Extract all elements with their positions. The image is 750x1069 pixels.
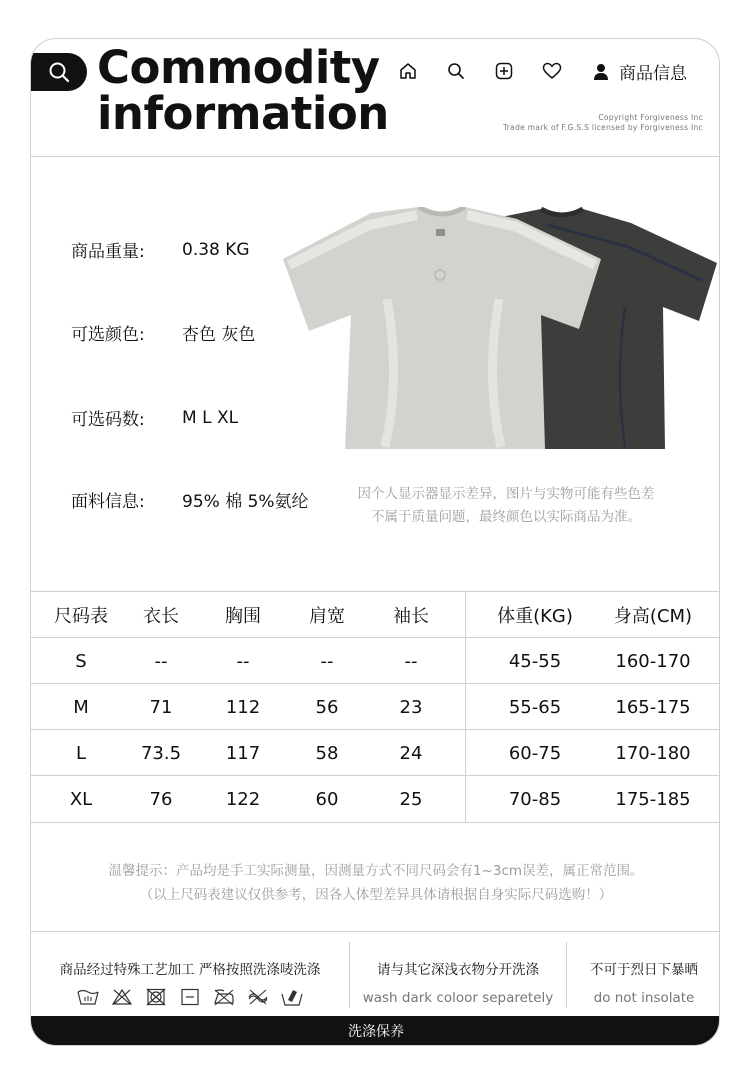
cell-shoulder: 58: [315, 742, 339, 764]
table-row: [31, 684, 720, 730]
title-line-2: information: [97, 87, 389, 140]
color-value: 杏色 灰色: [182, 325, 256, 345]
copyright: [503, 113, 703, 133]
top-nav: [397, 57, 687, 85]
line-dry-icon: [179, 986, 201, 1008]
cell-sleeve: 25: [399, 788, 423, 810]
hand-wash-icon: [77, 986, 99, 1008]
care-separate-wash: [350, 932, 566, 1018]
care-special-process: [31, 932, 349, 1018]
disclaimer-line-2: 不属于质量问题，最终颜色以实际商品为准。: [371, 509, 641, 525]
no-dry-clean-icon: [247, 986, 269, 1008]
search-icon[interactable]: [445, 60, 467, 82]
care-no-sun: [567, 932, 720, 1018]
table-row: [31, 638, 720, 684]
care-title-2: 请与其它深浅衣物分开洗涤: [377, 962, 539, 978]
care-footer-bar: [31, 1016, 720, 1045]
commodity-card: [30, 38, 720, 1046]
header-chest: 胸围: [225, 606, 261, 627]
fabric-value: 95% 棉 5%氨纶: [182, 492, 309, 512]
size-row: [71, 405, 238, 430]
cell-length: 73.5: [140, 742, 182, 764]
cell-size: S: [75, 650, 87, 672]
cell-size: XL: [69, 788, 93, 810]
header-weight: 体重(KG): [497, 606, 573, 627]
cell-length: 76: [149, 788, 173, 810]
cell-weight: 45-55: [508, 650, 562, 672]
cell-sleeve: 24: [399, 742, 423, 764]
user-menu[interactable]: [593, 59, 687, 84]
header: [31, 39, 720, 157]
cell-height: 160-170: [615, 650, 691, 672]
care-sub-3: do not insolate: [593, 990, 695, 1006]
disclaimer-line-1: 因个人显示器显示差异，图片与实物可能有些色差: [357, 486, 655, 502]
product-image: [279, 207, 719, 452]
color-label: 可选颜色:: [71, 325, 145, 345]
plus-square-icon[interactable]: [493, 60, 515, 82]
fabric-row: [71, 487, 309, 512]
cell-shoulder: 56: [315, 696, 339, 718]
header-size: 尺码表: [54, 606, 108, 627]
weight-label: 商品重量:: [71, 242, 145, 262]
tip-line-1: 温馨提示：产品均是手工实际测量，因测量方式不同尺码会有1~3cm误差，属正常范围。: [108, 863, 644, 879]
header-shoulder: 肩宽: [309, 606, 345, 627]
cell-shoulder: 60: [315, 788, 339, 810]
tip-line-2: （以上尺码表建议仅供参考，因各人体型差异具体请根据自身实际尺码选购！）: [139, 887, 613, 903]
header-length: 衣长: [143, 606, 179, 627]
cell-chest: 122: [225, 788, 261, 810]
page-title: [97, 41, 417, 140]
table-header-row: [31, 592, 720, 638]
table-row: [31, 730, 720, 776]
copyright-line-2: Trade mark of F.G.S.S licensed by Forgiveness Inc: [503, 123, 703, 132]
size-table: [31, 592, 720, 823]
cell-size: M: [73, 696, 89, 718]
search-icon: [48, 61, 70, 83]
care-title-3: 不可于烈日下暴晒: [590, 962, 698, 978]
color-row: [71, 320, 255, 345]
care-icons: [31, 986, 349, 1008]
copyright-line-1: Copyright Forgiveness Inc: [598, 113, 703, 122]
cell-height: 170-180: [615, 742, 691, 764]
header-sleeve: 袖长: [393, 606, 429, 627]
no-iron-icon: [213, 986, 235, 1008]
measurement-tip: [31, 823, 720, 932]
cell-weight: 70-85: [508, 788, 562, 810]
care-sub-2: wash dark coloor separetely: [362, 990, 554, 1006]
size-value: M L XL: [182, 407, 239, 428]
cell-sleeve: 23: [399, 696, 423, 718]
home-icon[interactable]: [397, 60, 419, 82]
cell-chest: 112: [225, 696, 261, 718]
weight-row: [71, 237, 250, 262]
cell-size: L: [75, 742, 87, 764]
cell-weight: 60-75: [508, 742, 562, 764]
header-height: 身高(CM): [613, 606, 693, 627]
title-line-1: Commodity: [97, 41, 380, 94]
no-bleach-icon: [111, 986, 133, 1008]
user-icon: [593, 63, 609, 80]
color-disclaimer: [311, 483, 701, 529]
search-button[interactable]: [31, 53, 87, 91]
cell-weight: 55-65: [508, 696, 562, 718]
cell-length: 71: [149, 696, 173, 718]
table-row: [31, 776, 720, 822]
care-section: [31, 932, 720, 1018]
heart-icon[interactable]: [541, 60, 563, 82]
cell-chest: 117: [225, 742, 261, 764]
fabric-label: 面料信息:: [71, 492, 145, 512]
cell-sleeve: --: [404, 650, 418, 672]
product-info: [31, 157, 720, 592]
size-label: 可选码数:: [71, 410, 145, 430]
weight-value: 0.38 KG: [182, 239, 250, 260]
cell-height: 165-175: [615, 696, 691, 718]
user-label: 商品信息: [619, 63, 687, 84]
care-title-1: 商品经过特殊工艺加工 严格按照洗涤唛洗涤: [59, 962, 321, 978]
cell-chest: --: [236, 650, 250, 672]
cell-length: --: [154, 650, 168, 672]
cell-height: 175-185: [615, 788, 691, 810]
no-tumble-dry-icon: [145, 986, 167, 1008]
wring-icon: [281, 986, 303, 1008]
footer-label: 洗涤保养: [348, 1023, 404, 1040]
cell-shoulder: --: [320, 650, 334, 672]
